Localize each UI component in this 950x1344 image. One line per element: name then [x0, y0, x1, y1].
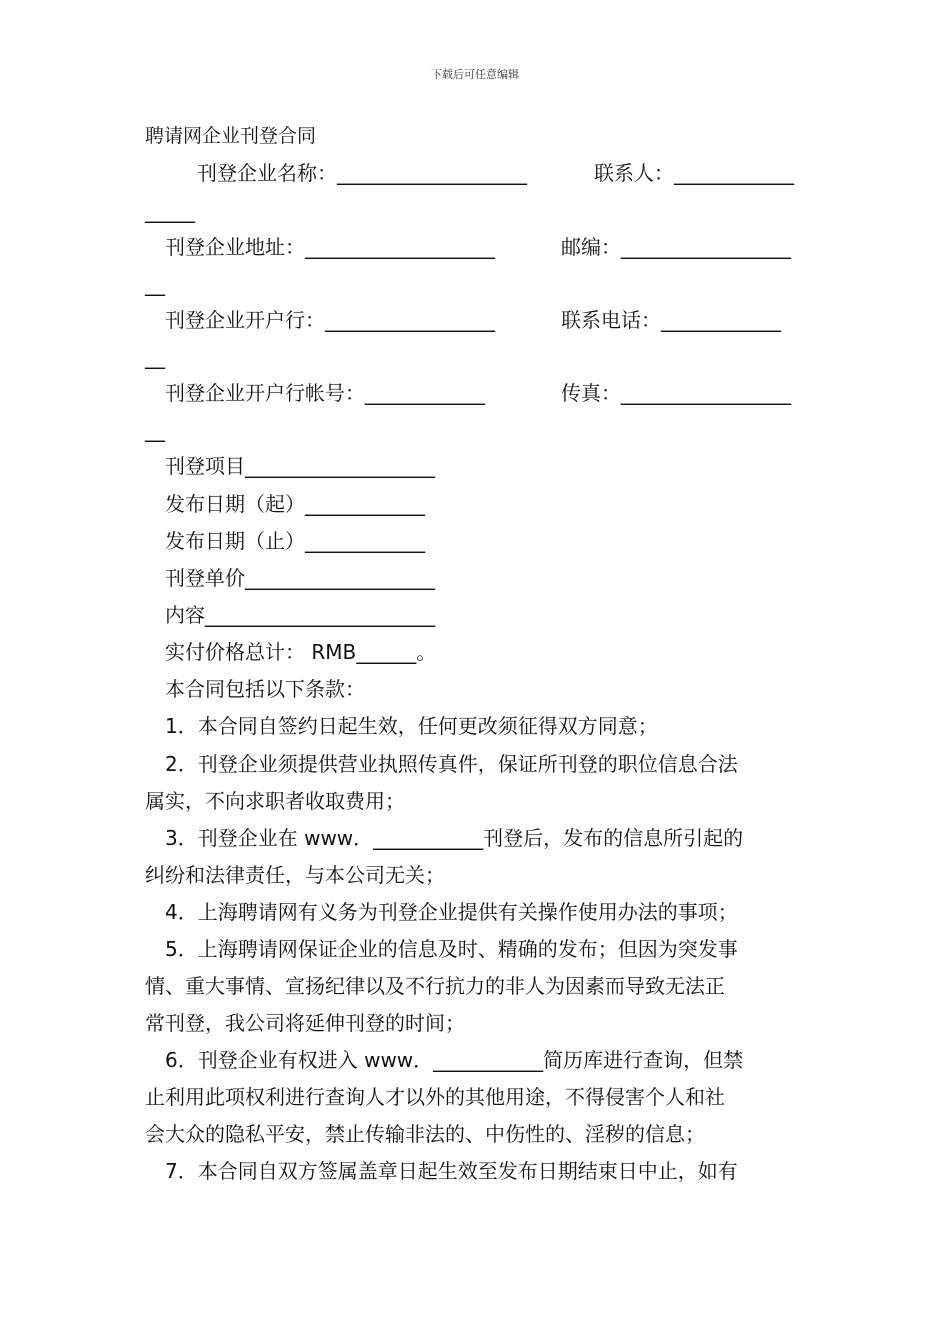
fax-field: 传真：_________________	[561, 381, 791, 405]
clause-line: 4．上海聘请网有义务为刊登企业提供有关操作使用办法的事项；	[165, 900, 738, 924]
page-header: 下载后可任意编辑	[431, 68, 519, 81]
field-wrap-line: __	[145, 345, 165, 369]
clause-line: 会大众的隐私平安，禁止传输非法的、中伤性的、淫秽的信息；	[145, 1122, 705, 1146]
field-wrap-line: _____	[145, 199, 195, 223]
phone-field: 联系电话：____________	[561, 308, 781, 332]
company-address-field: 刊登企业地址：___________________	[165, 235, 495, 259]
company-name-field: 刊登企业名称：___________________	[197, 161, 527, 185]
field-wrap-line: __	[145, 272, 165, 296]
bank-field: 刊登企业开户行：_________________	[165, 308, 495, 332]
field-wrap-line: __	[145, 418, 165, 442]
clause-line: 属实，不向求职者收取费用；	[145, 789, 405, 813]
document-title: 聘请网企业刊登合同	[145, 125, 317, 147]
clause-line: 2．刊登企业须提供营业执照传真件，保证所刊登的职位信息合法	[165, 752, 738, 776]
clause-line: 1．本合同自签约日起生效，任何更改须征得双方同意；	[165, 714, 658, 738]
clause-line: 常刊登，我公司将延伸刊登的时间；	[145, 1011, 465, 1035]
postcode-field: 邮编：_________________	[561, 235, 791, 259]
clause-line: 6．刊登企业有权进入 www．___________简历库进行查询，但禁	[165, 1048, 744, 1072]
clause-line: 纠纷和法律责任，与本公司无关；	[145, 863, 445, 887]
item-project: 刊登项目___________________	[165, 454, 435, 478]
bank-account-field: 刊登企业开户行帐号：____________	[165, 381, 485, 405]
clause-line: 5．上海聘请网保证企业的信息及时、精确的发布；但因为突发事	[165, 937, 738, 961]
item-date-start: 发布日期（起）____________	[165, 492, 425, 516]
item-unit-price: 刊登单价___________________	[165, 566, 435, 590]
item-content: 内容_______________________	[165, 603, 435, 627]
contact-person-field: 联系人：____________	[594, 161, 794, 185]
clause-line: 止利用此项权利进行查询人才以外的其他用途，不得侵害个人和社	[145, 1085, 725, 1109]
clauses-intro: 本合同包括以下条款：	[165, 677, 365, 701]
clause-line: 情、重大事情、宣扬纪律以及不行抗力的非人为因素而导致无法正	[145, 974, 725, 998]
clause-line: 7．本合同自双方签属盖章日起生效至发布日期结束日中止，如有	[165, 1159, 738, 1183]
item-date-end: 发布日期（止）____________	[165, 529, 425, 553]
clause-line: 3．刊登企业在 www．___________刊登后，发布的信息所引起的	[165, 826, 744, 850]
item-total-price: 实付价格总计： RMB______。	[165, 640, 437, 664]
